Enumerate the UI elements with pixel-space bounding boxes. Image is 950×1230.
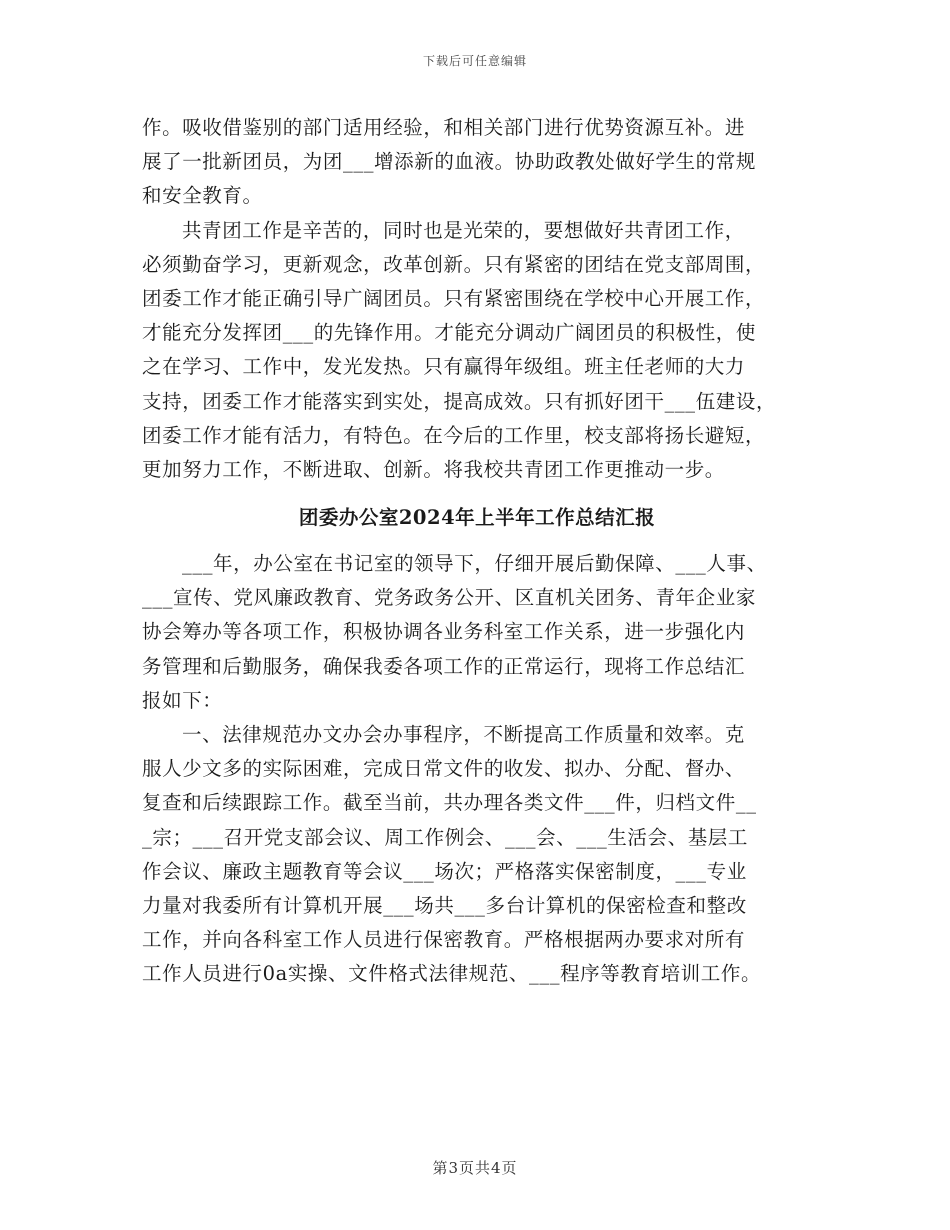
paragraph-report-intro: [142, 547, 812, 718]
text-line: 之在学习、工作中，发光发热。只有赢得年级组。班主任老师的大力: [142, 355, 746, 379]
text-line: 更加努力工作，不断进取、创新。将我校共青团工作更推动一步。: [142, 457, 725, 481]
text-line: 才能充分发挥团___的先锋作用。才能充分调动广阔团员的积极性，使: [142, 321, 756, 345]
text-line: 支持，团委工作才能落实到实处，提高成效。只有抓好团干___伍建设，: [142, 389, 777, 413]
text-line: 务管理和后勤服务，确保我委各项工作的正常运行，现将工作总结汇: [142, 654, 746, 678]
text-line: 力量对我委所有计算机开展___场共___多台计算机的保密检查和整改: [142, 893, 747, 917]
report-title: 团委办公室2024年上半年工作总结汇报: [298, 506, 656, 530]
text-line: 展了一批新团员，为团___增添新的血液。协助政教处做好学生的常规: [142, 150, 756, 174]
text-line: 作。吸收借鉴别的部门适用经验，和相关部门进行优势资源互补。进: [142, 116, 746, 139]
text-line: 一、法律规范办文办会办事程序，不断提高工作质量和效率。克: [182, 723, 745, 746]
page-footer: 第3页共4页: [432, 1159, 518, 1177]
text-line: 共青团工作是辛苦的，同时也是光荣的，要想做好共青团工作，: [182, 218, 745, 242]
document-body: [142, 111, 812, 992]
text-line: ___年，办公室在书记室的领导下，仔细开展后勤保障、___人事、: [182, 552, 767, 576]
text-line: 必须勤奋学习，更新观念，改革创新。只有紧密的团结在党支部周围，: [142, 252, 766, 276]
text-line: 服人少文多的实际困难，完成日常文件的收发、拟办、分配、督办、: [142, 757, 746, 781]
paragraph-item-1: [142, 718, 812, 992]
text-line: _宗；___召开党支部会议、周工作例会、___会、___生活会、基层工: [142, 825, 749, 849]
text-line: 报如下：: [142, 688, 223, 712]
paragraph-continuation: [142, 111, 812, 214]
text-line: 和安全教育。: [142, 184, 263, 208]
text-line: 团委工作才能有活力，有特色。在今后的工作里，校支部将扬长避短，: [142, 423, 766, 447]
text-line: 工作人员进行0a实操、文件格式法律规范、___程序等教育培训工作。: [142, 962, 762, 986]
paragraph-youth-league: [142, 214, 812, 488]
text-line: 复查和后续跟踪工作。截至当前，共办理各类文件___件，归档文件__: [142, 791, 757, 815]
text-line: 工作，并向各科室工作人员进行保密教育。严格根据两办要求对所有: [142, 928, 746, 952]
text-line: 协会筹办等各项工作，积极协调各业务科室工作关系，进一步强化内: [142, 620, 746, 644]
page-header: 下载后可任意编辑: [422, 54, 527, 68]
text-line: ___宣传、党风廉政教育、党务政务公开、区直机关团务、青年企业家: [142, 586, 756, 610]
text-line: 团委工作才能正确引导广阔团员。只有紧密围绕在学校中心开展工作，: [142, 286, 766, 310]
text-line: 作会议、廉政主题教育等会议___场次；严格落实保密制度，___专业: [142, 859, 747, 883]
